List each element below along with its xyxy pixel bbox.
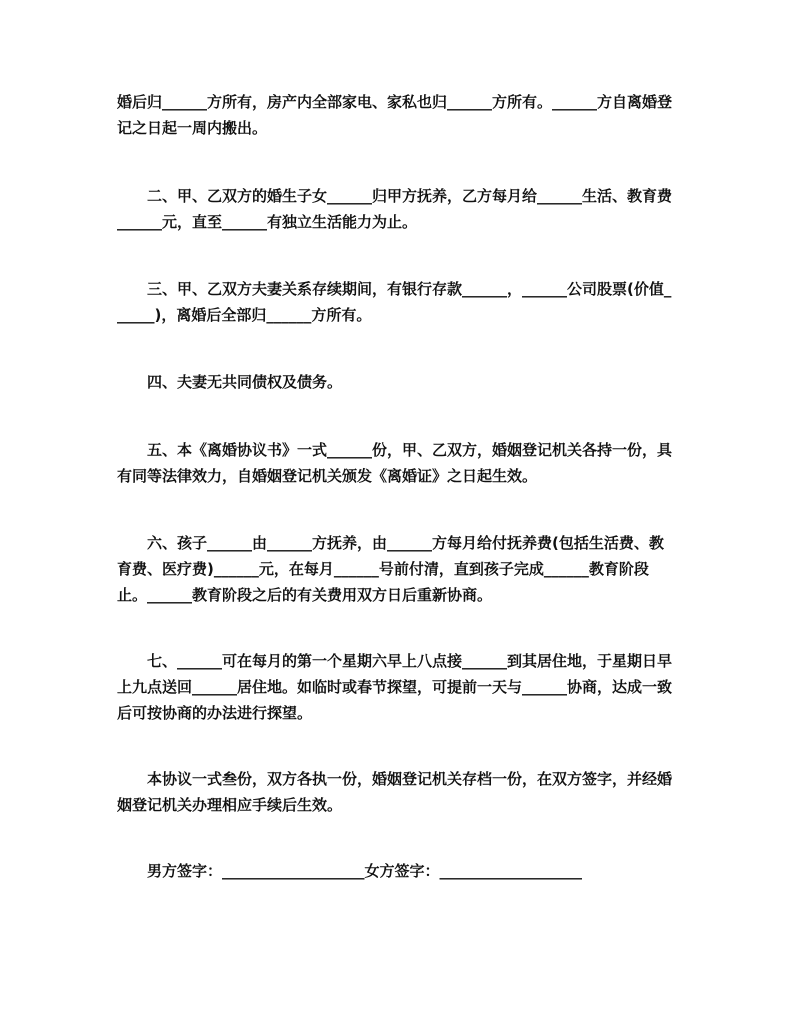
paragraph-agreement-copies: 本协议一式叁份，双方各执一份，婚姻登记机关存档一份，在双方签字，并经婚姻登记机关办理相应手续后生效。 — [117, 770, 673, 814]
paragraph-clause-2-child-custody: 二、甲、乙双方的婚生子女______归甲方抚养，乙方每月给______生活、教育费______元，直至______有独立生活能力为止。 — [117, 187, 673, 231]
paragraph-property-division: 婚后归______方所有，房产内全部家电、家私也归______方所有。______方自离婚登记之日起一周内搬出。 — [117, 93, 673, 137]
paragraph-clause-4-debts: 四、夫妻无共同债权及债务。 — [117, 373, 343, 391]
paragraph-clause-7-visitation: 七、______可在每月的第一个星期六早上八点接______到其居住地，于星期日早上九点送回______居住地。如临时或春节探望，可提前一天与______协商，达成一致后可按协商的办法进行探望。 — [117, 652, 673, 722]
paragraph-clause-6-child-support: 六、孩子______由______方抚养，由______方每月给付抚养费(包括生活费、教育费、医疗费)______元，在每月______号前付清，直到孩子完成______教育阶段止。______教育阶段之后的有关费用双方日后重新协商。 — [117, 534, 664, 604]
signature-line: 男方签字：___________________女方签字：___________________ — [117, 862, 583, 880]
paragraph-clause-3-deposits-stocks: 三、甲、乙双方夫妻关系存续期间，有银行存款______，______公司股票(价值______)，离婚后全部归______方所有。 — [117, 280, 672, 324]
paragraph-clause-5-copies: 五、本《离婚协议书》一式______份，甲、乙双方，婚姻登记机关各持一份，具有同等法律效力，自婚姻登记机关颁发《离婚证》之日起生效。 — [117, 441, 673, 485]
